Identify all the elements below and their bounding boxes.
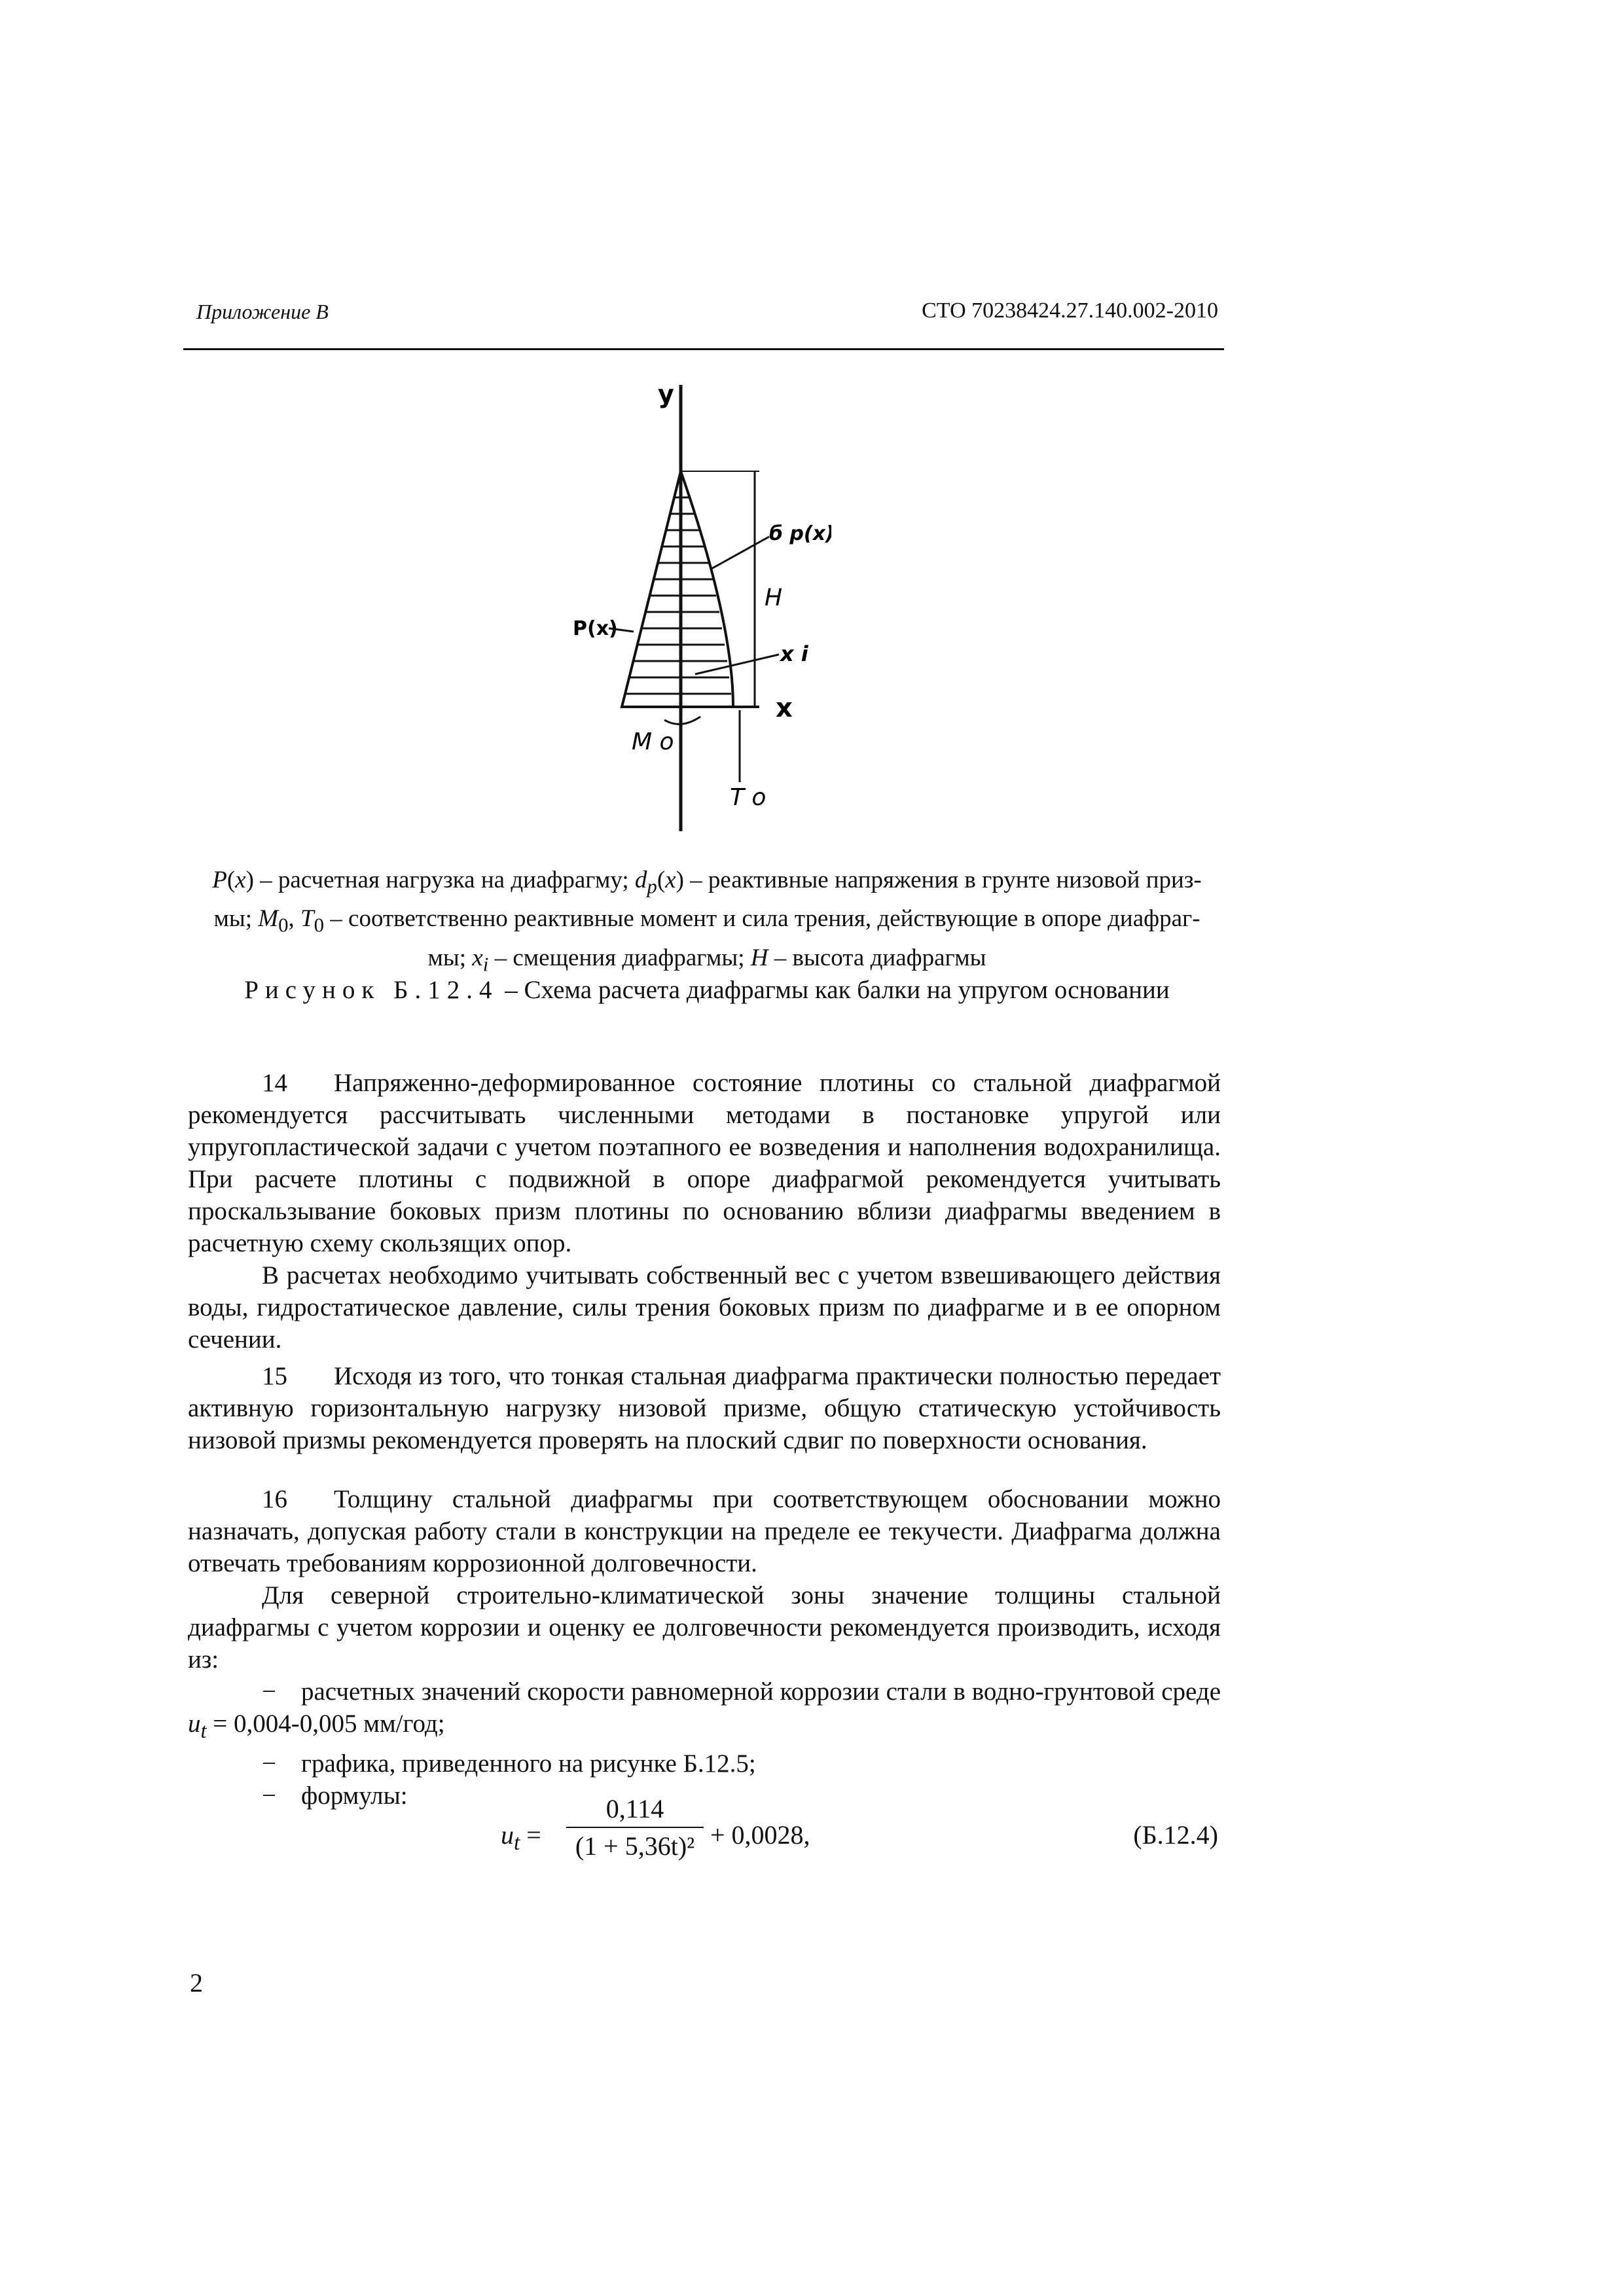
paragraph-14-continuation: В расчетах необходимо учитывать собственный вес с учетом взвешивающего действия воды, гидростатическое давление, силы трения боковых призм по диафрагме и в ее опорном сечении.	[188, 1261, 1221, 1354]
figure-title: Рисунок Б.12.4 – Схема расчета диафрагмы как балки на упругом основании	[244, 976, 1170, 1004]
formula-denominator: (1 + 5,36t)²	[575, 1831, 695, 1861]
formula-rhs: + 0,0028,	[710, 1820, 810, 1850]
friction-label: T o	[730, 784, 767, 811]
paragraph-16: 16 Толщину стальной диафрагмы при соответствующем обосновании можно назначать, допуская работу стали в конструкции на пределе ее текучести. Диафрагма должна отвечать требованиям коррозионной долговечности. Для северной строительно-климатической зоны значение толщины стальной диафрагмы с учетом коррозии и оценку ее долговечности рекомендуется производить, исходя из: − расчетных значений скорости равномерной коррозии стали в водно-грунтовой среде $u_t = 0,004-0,005$ мм/год; − графика, приведенного на рисунке Б.12.5; − формулы:	[188, 1483, 1221, 1812]
paragraph-15: 15 Исходя из того, что тонкая стальная диафрагма практически полностью передает активную горизонтальную нагрузку низовой призме, общую статическую устойчивость низовой призмы рекомендуется проверять на плоский сдвиг по поверхности основания.	[188, 1362, 1221, 1454]
list-item: − формулы:	[262, 1781, 408, 1810]
figure-name: Схема расчета диафрагмы как балки на упругом основании	[524, 976, 1170, 1004]
formula-numerator: 0,114	[566, 1793, 704, 1828]
formula-fraction	[566, 1793, 704, 1861]
diaphragm-scheme-figure	[543, 373, 831, 857]
page-number: 2	[190, 1968, 203, 1998]
header-divider	[183, 348, 1224, 350]
document-code: СТО 70238424.27.140.002-2010	[922, 298, 1218, 323]
y-axis-label: y	[658, 380, 674, 408]
load-triangle	[622, 471, 681, 707]
list-item: − графика, приведенного на рисунке Б.12.5;	[262, 1749, 756, 1778]
hatching	[625, 497, 731, 694]
figure-number: Рисунок Б.12.4	[244, 976, 499, 1004]
sigma-label: б p(x)	[769, 522, 831, 545]
load-label: P(x)	[573, 617, 618, 640]
diaphragm-scheme-drawing	[543, 373, 831, 857]
paragraph-16-continuation: Для северной строительно-климатической зоны значение толщины стальной диафрагмы с учетом коррозии и оценку ее долговечности рекомендуется производить, исходя из:	[188, 1581, 1221, 1674]
formula-number: (Б.12.4)	[1133, 1820, 1218, 1850]
x-axis-label: x	[776, 693, 793, 723]
formula-lhs: $u_t$ =	[501, 1820, 541, 1855]
height-label: H	[765, 584, 783, 611]
moment-label: M o	[632, 728, 674, 755]
appendix-label: Приложение В	[196, 300, 329, 323]
formula-b-12-4	[501, 1793, 1090, 1878]
xi-label: x i	[780, 641, 808, 666]
list-item: − расчетных значений скорости равномерной коррозии стали в водно-грунтовой среде $u_t = 0,004-0,005$ мм/год;	[188, 1677, 1221, 1743]
paragraph-14: 14 Напряженно-деформированное состояние плотины со стальной диафрагмой рекомендуется рассчитывать численными методами в постановке упругой или упругопластической задачи с учетом поэтапного ее возведения и наполнения водохранилища. При расчете плотины с подвижной в опоре диафрагмой рекомендуется учитывать проскальзывание боковых призм плотины по основанию вблизи диафрагмы введением в расчетную схему скользящих опор. В расчетах необходимо учитывать собственный вес с учетом взвешивающего действия воды, гидростатическое давление, силы трения боковых призм по диафрагме и в ее опорном сечении.	[188, 1067, 1221, 1355]
figure-caption: P(x) – расчетная нагрузка на диафрагму; $d_p(x)$ – реактивные напряжения в грунте низовой приз- мы; $M_0$, $T_0$ – соответственно реактивные момент и сила трения, действующие в опоре диафраг- мы; $x_i$ – смещения диафрагмы; H – высота диафрагмы	[212, 867, 1202, 976]
